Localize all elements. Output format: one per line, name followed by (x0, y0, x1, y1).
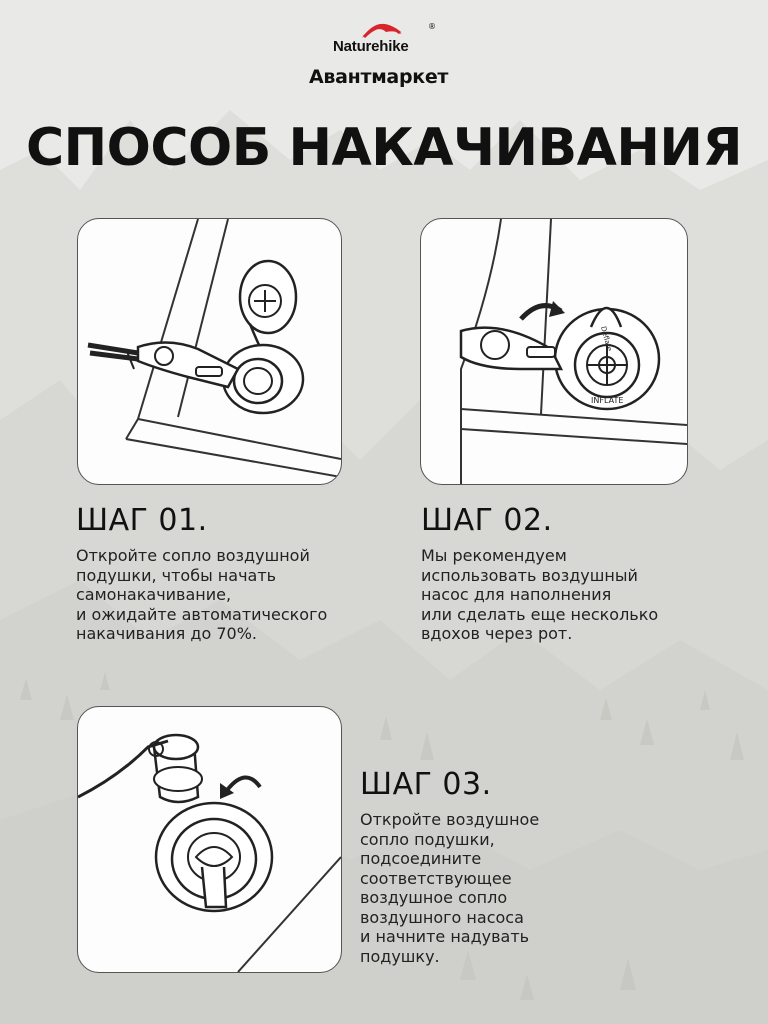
step-01-line: и ожидайте автоматического (76, 604, 328, 624)
inflate-label: INFLATE (591, 396, 624, 405)
step-02-illustration (420, 218, 688, 485)
registered-mark: ® (428, 22, 436, 31)
deflate-label: Deflate (599, 325, 614, 353)
pump-inflate-illustration (78, 707, 341, 972)
step-02-line: вдохов через рот. (421, 624, 573, 643)
step-03-line: воздушного насоса (360, 907, 524, 927)
step-01-line: Откройте сопло воздушной (76, 546, 310, 565)
step-02-line: использовать воздушный (421, 565, 638, 585)
step-03-illustration (77, 706, 342, 973)
step-01-line: накачивания до 70%. (76, 624, 257, 643)
step-03-text (360, 810, 539, 966)
valve-open-illustration (78, 219, 341, 484)
step-03-line: соответствующее (360, 868, 512, 888)
step-02-text (421, 546, 658, 644)
step-03-line: и начните надувать (360, 927, 530, 946)
step-03-line: Откройте воздушное (360, 810, 540, 829)
step-01-text (76, 546, 327, 644)
step-03-heading: ШАГ 03. (360, 767, 492, 802)
page-title: СПОСОБ НАКАЧИВАНИЯ (25, 118, 742, 178)
step-01-heading: ШАГ 01. (76, 503, 208, 538)
step-02-line: Мы рекомендуем (421, 546, 567, 565)
pump-connect-illustration (421, 219, 687, 484)
step-03-line: подушку. (360, 946, 440, 966)
step-03-line: подсоедините (360, 849, 482, 868)
step-01-line: подушки, чтобы начать (76, 565, 277, 585)
step-02-heading: ШАГ 02. (421, 503, 553, 538)
step-02-line: насос для наполнения (421, 585, 612, 604)
step-01-line: самонакачивание, (76, 585, 232, 604)
step-01-illustration (77, 218, 342, 485)
step-03-line: воздушное сопло (360, 888, 508, 907)
avantmarket-brand-text: Авантмаркет (309, 66, 449, 88)
step-03-line: сопло подушки, (360, 829, 495, 849)
step-02-line: или сделать еще несколько (421, 604, 659, 624)
naturehike-brand-text: Naturehike (333, 38, 409, 55)
